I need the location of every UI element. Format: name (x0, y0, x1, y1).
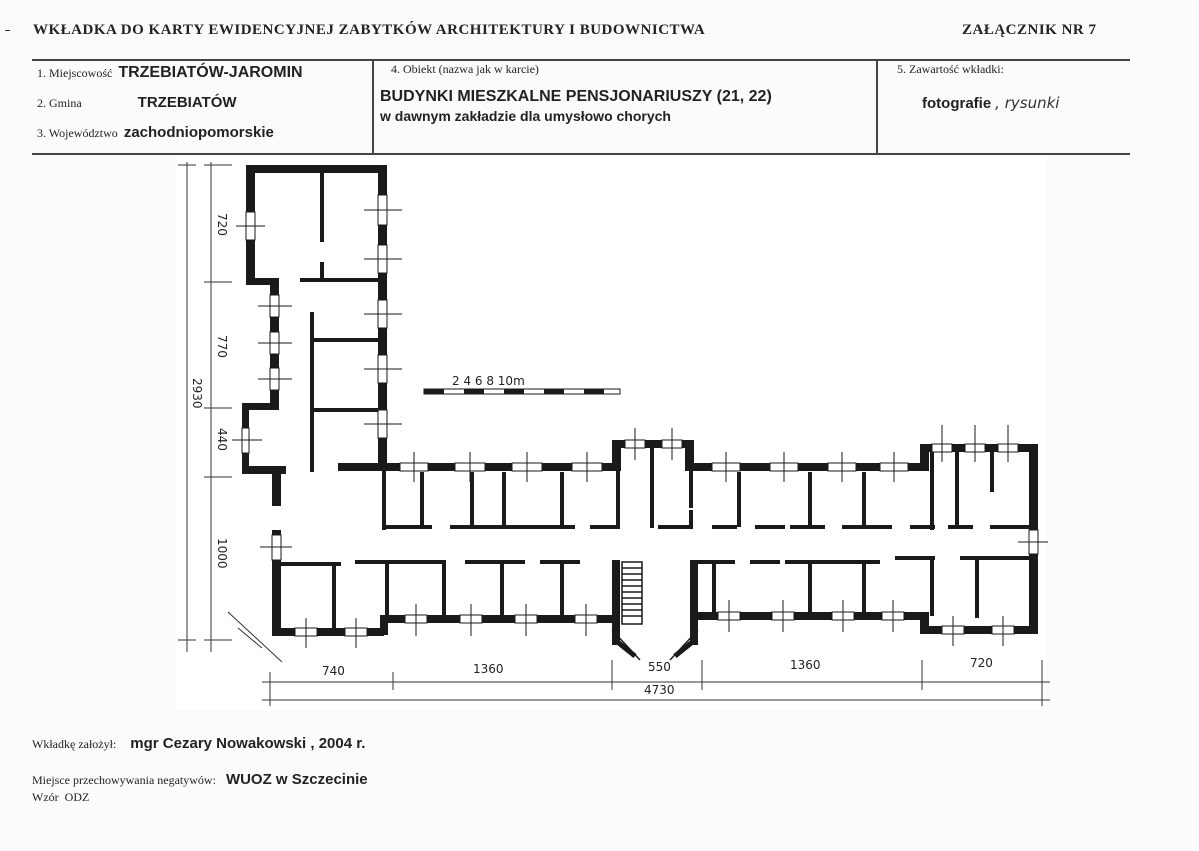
founder-row (32, 735, 365, 753)
content-value: fotografie (922, 95, 992, 112)
dim-h-2: 1360 (473, 662, 504, 676)
dim-h-4: 1360 (790, 658, 821, 672)
voivodeship-row (37, 124, 274, 142)
founder-value: mgr Cezary Nowakowski , 2004 r. (130, 735, 366, 752)
object-subtitle: w dawnym zakładzie dla umysłowo chorych (380, 108, 671, 124)
dim-v-1: 720 (215, 213, 229, 236)
dim-v-3: 440 (215, 428, 229, 451)
object-value: BUDYNKI MIESZKALNE PENSJONARIUSZY (21, 22) (380, 88, 772, 105)
dim-h-1: 740 (322, 664, 345, 678)
form-divider-2 (876, 59, 878, 155)
content-label: 5. Zawartość wkładki: (897, 62, 1004, 76)
scan-mark (5, 30, 10, 31)
negatives-row (32, 771, 368, 789)
dim-h-total: 4730 (644, 683, 675, 697)
dim-h-5: 720 (970, 656, 993, 670)
content-row (922, 94, 1059, 113)
voivodeship-label: 3. Województwo (37, 126, 118, 140)
locality-value: TRZEBIATÓW-JAROMIN (118, 64, 303, 81)
commune-value: TRZEBIATÓW (137, 94, 237, 111)
negatives-label: Miejsce przechowywania negatywów: (32, 773, 216, 787)
locality-label: 1. Miejscowość (37, 66, 113, 80)
wall (246, 165, 386, 173)
form-bottom-rule (32, 153, 1130, 155)
form-top-rule (32, 59, 1130, 61)
wall (246, 278, 279, 285)
commune-label: 2. Gmina (37, 96, 82, 110)
template-label: Wzór ODZ (32, 790, 90, 804)
dim-v-2: 770 (215, 335, 229, 358)
document-title: WKŁADKA DO KARTY EWIDENCYJNEJ ZABYTKÓW ARCHITEKTURY I BUDOWNICTWA (33, 22, 706, 38)
voivodeship-value: zachodniopomorskie (123, 124, 274, 141)
scale-label: 2 4 6 8 10m (452, 374, 525, 388)
form-divider-1 (372, 59, 374, 155)
scale-bar (424, 389, 620, 394)
founder-label: Wkładkę założył: (32, 737, 117, 751)
negatives-value: WUOZ w Szczecinie (225, 771, 368, 788)
floor-plan-svg (170, 156, 1054, 716)
attachment-number: ZAŁĄCZNIK NR 7 (962, 22, 1097, 38)
content-handwritten: , rysunki (995, 94, 1060, 112)
dim-v-4: 1000 (215, 538, 229, 569)
wall (920, 626, 1038, 634)
floor-plan (170, 156, 1054, 716)
dim-v-total: 2930 (190, 378, 204, 409)
commune-row (37, 94, 237, 112)
locality-row (37, 64, 303, 82)
dim-h-3: 550 (648, 660, 671, 674)
wall (272, 466, 281, 506)
object-label: 4. Obiekt (nazwa jak w karcie) (391, 62, 539, 76)
